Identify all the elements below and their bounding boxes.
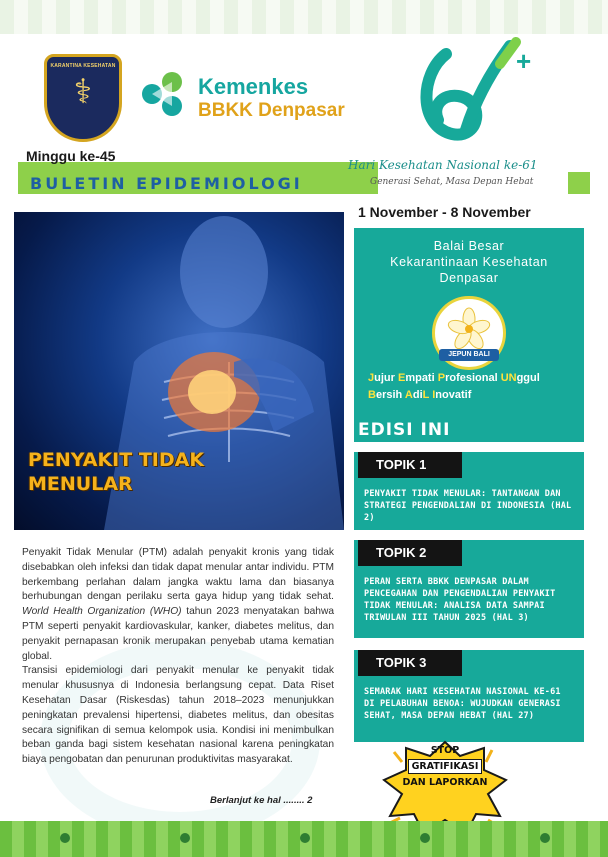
edisi-heading: EDISI INI [358, 420, 451, 440]
karantina-kesehatan-badge [44, 54, 122, 142]
institution-name [354, 238, 584, 286]
top-decorative-border [0, 0, 608, 34]
border-ornament [180, 833, 190, 843]
border-ornament [540, 833, 550, 843]
svg-text:+: + [516, 46, 532, 76]
continued-link[interactable]: Berlanjut ke hal ........ 2 [210, 795, 313, 806]
value-rest: mpati [405, 372, 438, 384]
topic-label: TOPIK 1 [358, 452, 462, 478]
value-cap: B [368, 389, 376, 401]
topic-label: TOPIK 3 [358, 650, 462, 676]
date-range: 1 November - 8 November [358, 204, 531, 220]
border-ornament [300, 833, 310, 843]
cover-title-line2: MENULAR [28, 473, 133, 495]
topic-card[interactable] [354, 452, 584, 530]
sticker-line2: GRATIFIKASI [408, 759, 483, 774]
value-cap: E [397, 372, 406, 384]
institution-panel [354, 228, 584, 442]
value-cap: L [422, 389, 430, 401]
values-line2 [368, 387, 540, 404]
sticker-text [386, 744, 504, 789]
hkn-61-logo [408, 34, 538, 154]
border-ornament [420, 833, 430, 843]
bulletin-title: BULETIN EPIDEMIOLOGI [30, 174, 303, 193]
topic-label: TOPIK 2 [358, 540, 462, 566]
institution-line1: Balai Besar [433, 239, 505, 253]
bottom-decorative-border [0, 821, 608, 857]
sticker-line3: DAN LAPORKAN [402, 777, 488, 788]
value-cap: UN [500, 372, 517, 384]
value-rest: ujur [374, 372, 398, 384]
value-rest: ersih [375, 389, 405, 401]
cover-title-line1: PENYAKIT TIDAK [28, 449, 205, 471]
week-label: Minggu ke-45 [26, 148, 116, 164]
article-body [22, 546, 334, 768]
jepun-bali-label: JEPUN BALI [439, 349, 499, 361]
cover-title [28, 448, 204, 496]
core-values [368, 370, 540, 404]
topic-card[interactable] [354, 540, 584, 638]
values-line1 [368, 370, 540, 387]
jepun-bali-logo [432, 296, 506, 370]
sticker-line1: STOP [430, 745, 460, 756]
article-italic-text: World Health Organization (WHO) [22, 606, 182, 618]
value-cap: P [437, 372, 446, 384]
badge-text: KARANTINA KESEHATAN [50, 63, 116, 69]
hkn-tagline: Generasi Sehat, Masa Depan Hebat [370, 177, 534, 187]
header-green-corner [568, 172, 590, 194]
article-paragraph [22, 546, 334, 664]
article-text: tahun 2023 menyatakan bahwa PTM seperti penyakit kardiovaskular, kanker, diabetes melitus, dan penyakit pernapasan kronik merupakan penyebab utama kematian global. [22, 606, 334, 662]
article-paragraph: Transisi epidemiologi dari penyakit menular ke penyakit tidak menular khususnya di Indonesia berlangsung cepat. Data Riset Kesehatan Dasar (Riskesdas) tahun 2018–2023 menunjukkan peningkatan prevalensi hipertensi, diabetes melitus, dan obesitas secara signifikan di semua kelompok usia. Kondisi ini menimbulkan beban ganda bagi sistem kesehatan nasional karena peningkatan biaya pengobatan dan penurunan produktivitas masyarakat. [22, 665, 334, 766]
border-ornament [60, 833, 70, 843]
value-cap: J [368, 372, 375, 384]
kemenkes-name: Kemenkes [198, 74, 309, 99]
institution-line2: Kekarantinaan Kesehatan [390, 255, 548, 269]
topic-text: PENYAKIT TIDAK MENULAR: TANTANGAN DAN STRATEGI PENGENDALIAN DI INDONESIA (HAL 2) [364, 489, 572, 523]
kemenkes-unit: BBKK Denpasar [198, 100, 345, 121]
hkn-title: Hari Kesehatan Nasional ke-61 [348, 158, 538, 172]
header [18, 34, 590, 200]
value-cap: A [404, 389, 413, 401]
kemenkes-logo-icon [138, 68, 190, 120]
topic-text: PERAN SERTA BBKK DENPASAR DALAM PENCEGAHAN DAN PENGENDALIAN PENYAKIT TIDAK MENULAR: ANALISA DATA SAMPAI TRIWULAN III TAHUN 2025 (HAL 3) [364, 577, 556, 623]
topic-card[interactable] [354, 650, 584, 742]
caduceus-icon: ⚕ [73, 73, 93, 111]
institution-line3: Denpasar [439, 271, 499, 285]
topic-text: SEMARAK HARI KESEHATAN NASIONAL KE-61 DI PELABUHAN BENOA: WUJUDKAN GENERASI SEHAT, MASA DEPAN HEBAT (HAL 27) [364, 687, 561, 721]
value-rest: rofesional [445, 372, 501, 384]
value-rest: ggul [516, 372, 540, 384]
value-cap: I [432, 389, 436, 401]
value-rest: di [412, 389, 423, 401]
value-rest: novatif [435, 389, 472, 401]
article-text: Penyakit Tidak Menular (PTM) adalah penyakit kronis yang tidak disebabkan oleh infeksi dan tidak dapat menular antar individu. PTM berkembang perlahan dalam jangka waktu lama dan biasanya berhubungan dengan perilaku serta gaya hidup yang tidak sehat. [22, 547, 334, 603]
